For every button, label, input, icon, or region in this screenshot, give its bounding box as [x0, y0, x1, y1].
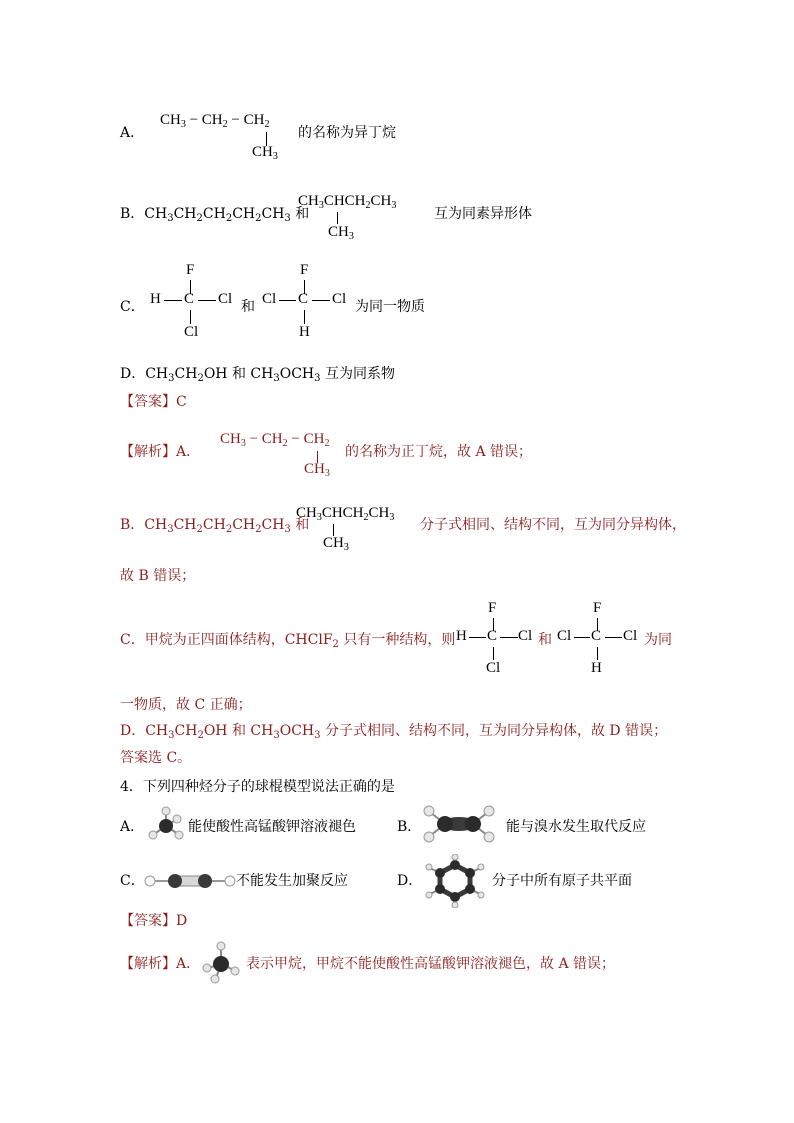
benzene-model-icon — [424, 854, 486, 908]
q4-option-a-text: 能使酸性高锰酸钾溶液褪色 — [188, 819, 356, 835]
explain-a-text: 的名称为正丁烷，故 A 错误； — [345, 444, 533, 460]
formula-ch3: $CH_3$ — [252, 144, 278, 162]
explain-d: D．$CH_3CH_2OH$ 和 $CH_3OCH_3$ 分子式相同、结构不同，互为同分异构体，故 D 错误； — [120, 723, 668, 741]
explain-c-text: 为同 — [644, 632, 672, 648]
formula-isopentane: $CH_3CHCH_2CH_3$ — [298, 193, 397, 211]
bond-line — [337, 212, 338, 224]
q4-option-d-text: 分子中所有原子共平面 — [492, 873, 632, 889]
explain-final: 答案选 C。 — [120, 750, 192, 766]
q4-option-b-text: 能与溴水发生取代反应 — [506, 819, 646, 835]
q4-option-a-letter: A． — [120, 819, 145, 835]
structure-chclf2-1: F H C Cl Cl — [150, 262, 233, 340]
q4-explain-head: 【解析】A． — [120, 956, 201, 972]
explain-c-and: 和 — [538, 632, 552, 648]
explain-b-prefix: B．$CH_3CH_2CH_2CH_2CH_3$ 和 — [120, 517, 310, 535]
option-c-text: 为同一物质 — [355, 299, 425, 315]
explain-c-tail: 一物质，故 C 正确； — [120, 697, 252, 713]
option-a-text: 的名称为异丁烷 — [298, 125, 396, 141]
option-b-prefix: B．$CH_3CH_2CH_2CH_2CH_3$ 和 — [120, 206, 310, 224]
formula-ch3: $CH_3$ — [323, 535, 349, 553]
formula-ch3: $CH_3$ — [328, 224, 354, 242]
option-a-letter: A． — [120, 125, 145, 141]
q4-stem: 4．下列四种烃分子的球棍模型说法正确的是 — [120, 779, 395, 795]
explain-b-text: 分子式相同、结构不同，互为同分异构体， — [420, 517, 686, 533]
structure-chclf2-explain-2: F Cl C Cl H — [557, 600, 638, 676]
q4-answer: 【答案】D — [120, 913, 188, 929]
q4-option-b-letter: B． — [397, 819, 422, 835]
answer-prev: 【答案】C — [120, 394, 187, 410]
option-b-text: 互为同素异形体 — [434, 206, 532, 222]
explain-c-prefix: C．甲烷为正四面体结构，CHClF$_2$ 只有一种结构，则 — [120, 632, 456, 650]
q4-explain-a-text: 表示甲烷，甲烷不能使酸性高锰酸钾溶液褪色，故 A 错误； — [246, 956, 616, 972]
ethylene-model-icon — [420, 804, 498, 844]
q4-option-d-letter: D． — [397, 873, 423, 889]
option-c-and: 和 — [241, 299, 255, 315]
acetylene-model-icon — [142, 870, 238, 892]
structure-chclf2-explain-1: F H C Cl Cl — [456, 600, 533, 676]
option-c-letter: C． — [120, 299, 145, 315]
explain-b-tail: 故 B 错误； — [120, 568, 196, 584]
methane-model-icon — [202, 940, 240, 984]
q4-option-c-text: 不能发生加聚反应 — [236, 873, 348, 889]
methane-model-icon — [148, 806, 184, 842]
explain-head: 【解析】A． — [120, 444, 201, 460]
option-d: D．$CH_3CH_2OH$ 和 $CH_3OCH_3$ 互为同系物 — [120, 366, 395, 384]
formula-isopentane-explain: $CH_3CHCH_2CH_3$ — [296, 505, 395, 523]
formula-butane-a: $CH_3 - CH_2 - CH_2$ — [160, 112, 270, 130]
q4-option-c-letter: C． — [120, 873, 145, 889]
formula-butane-explain: $CH_3 - CH_2 - CH_2$ — [220, 431, 330, 449]
structure-chclf2-2: F Cl C Cl H — [262, 262, 347, 340]
formula-ch3: $CH_3$ — [304, 461, 330, 479]
